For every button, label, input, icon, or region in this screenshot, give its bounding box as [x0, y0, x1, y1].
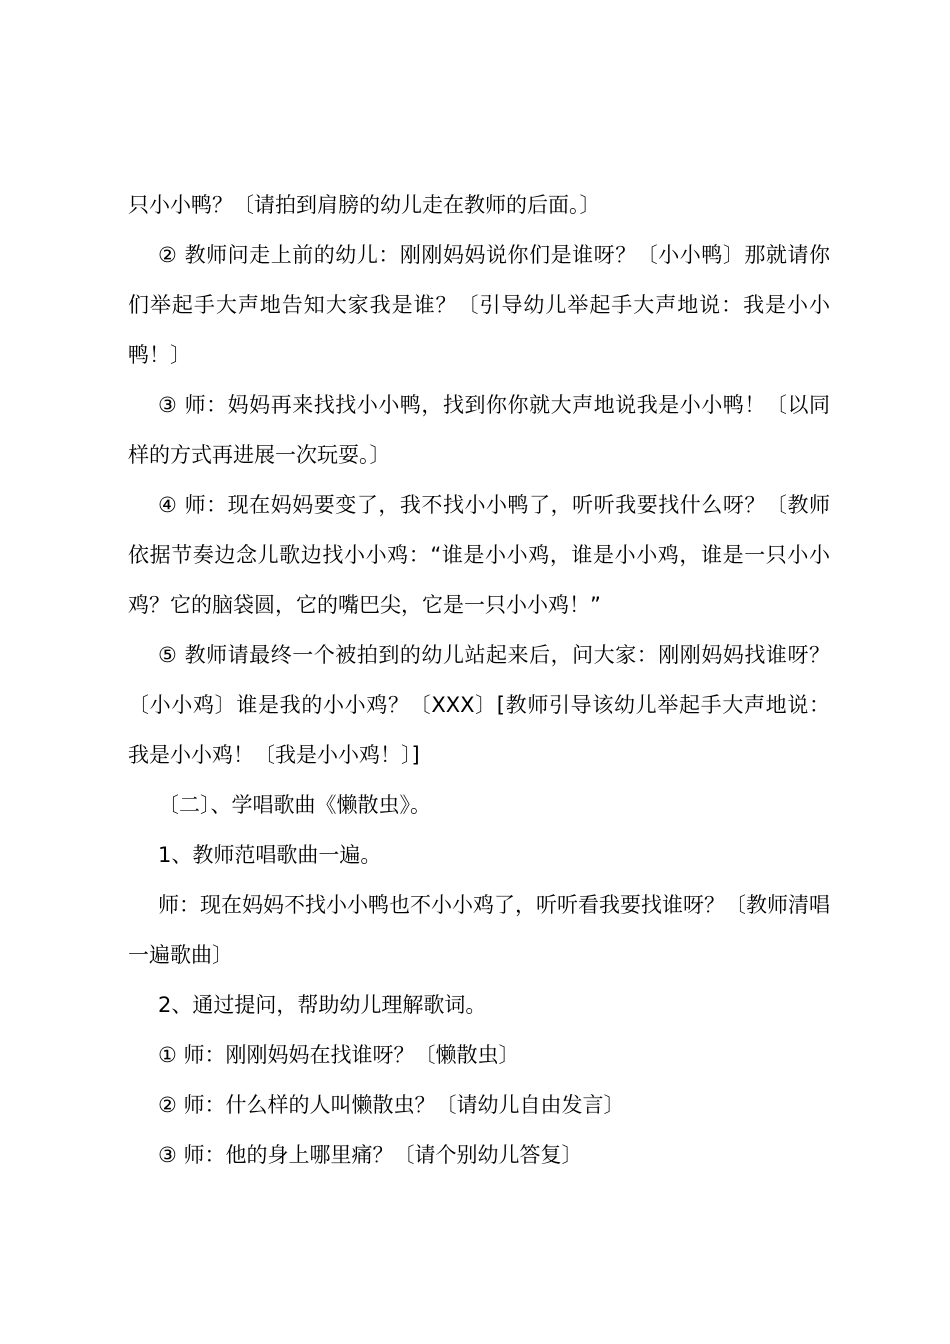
paragraph: 师：现在妈妈不找小小鸭也不小小鸡了，听听看我要找谁呀？〔教师清唱一遍歌曲〕	[128, 893, 830, 967]
paragraph: ② 教师问走上前的幼儿：刚刚妈妈说你们是谁呀？〔小小鸭〕那就请你们举起手大声地告知大家我是谁？〔引导幼儿举起手大声地说：我是小小鸭！〕	[128, 243, 830, 367]
section-heading: 〔二〕、学唱歌曲《懒散虫》。	[158, 793, 431, 817]
paragraph: 1、教师范唱歌曲一遍。	[158, 843, 382, 867]
paragraph: ④ 师：现在妈妈要变了，我不找小小鸭了，听听我要找什么呀？〔教师依据节奏边念儿歌边找小小鸡：“谁是小小鸡，谁是小小鸡，谁是一只小小鸡？它的脑袋圆，它的嘴巴尖，它是一只小小鸡！”	[128, 493, 830, 617]
document-body	[128, 180, 830, 1180]
paragraph: ② 师：什么样的人叫懒散虫？〔请幼儿自由发言〕	[158, 1093, 625, 1117]
paragraph: ① 师：刚刚妈妈在找谁呀？〔懒散虫〕	[158, 1043, 520, 1067]
paragraph: ⑤ 教师请最终一个被拍到的幼儿站起来后，问大家：刚刚妈妈找谁呀？〔小小鸡〕谁是我的小小鸡？〔XXX〕[教师引导该幼儿举起手大声地说：我是小小鸡！〔我是小小鸡！〕]	[128, 643, 830, 767]
paragraph: ③ 师：他的身上哪里痛？〔请个别幼儿答复〕	[158, 1143, 583, 1167]
paragraph: 只小小鸭？〔请拍到肩膀的幼儿走在教师的后面。〕	[128, 193, 601, 217]
paragraph: 2、通过提问，帮助幼儿理解歌词。	[158, 993, 487, 1017]
paragraph: ③ 师：妈妈再来找找小小鸭，找到你你就大声地说我是小小鸭！〔以同样的方式再进展一次玩耍。〕	[128, 393, 830, 467]
